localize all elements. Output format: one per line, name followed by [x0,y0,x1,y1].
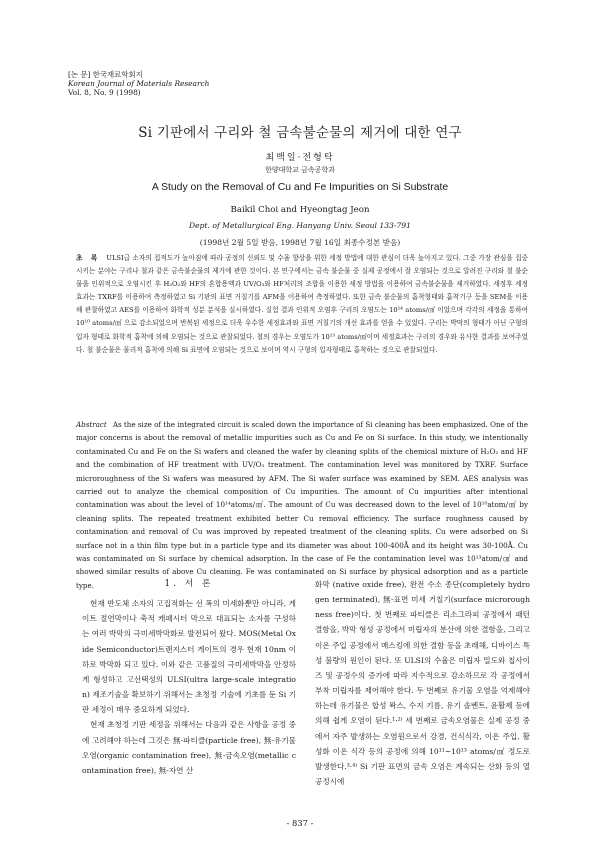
abstract-korean [76,252,528,357]
journal-name: Korean Journal of Materials Research [68,79,210,89]
abstract-english [76,418,528,592]
journal-header [68,70,209,98]
authors-korean: 최백일·전형탁 [265,153,335,163]
body-column-left [82,577,296,778]
abstract-korean-label: 초 록 [76,254,101,262]
journal-category: [논 문] 한국재료학회지 [68,70,143,79]
abstract-english-label: Abstract [76,420,107,429]
page-number: - 837 - [286,818,314,828]
journal-volume: Vol. 8, No. 9 (1998) [68,88,141,98]
authors-english: Baikil Choi and Hyeongtag Jeon [230,205,370,215]
title-korean: Si 기판에서 구리와 철 금속불순물의 제거에 대한 연구 [138,125,462,141]
abstract-english-text: As the size of the integrated circuit is scaled down the importance of Si cleaning has been emphasized. One of the major concerns is about the removal of metallic impurities such as Cu and Fe on Si surface. In this study, we intentionally contaminated Cu and Fe on the Si wafers and cleaned the wafer by cleaning splits of the chemical mixture of H₂O₂ and HF and the combination of HF treatment with UV/O₃ treatment. The contamination level was monitored by TXRF. Surface microroughness of the Si wafers was measured by AFM. The Si wafer surface was examined by SEM. AES analysis was carried out to analyze the chemical composition of Cu impurities. The amount of Cu impurities after intentional contamination was about the level of 10¹⁴atoms/㎠. The amount of Cu was decreased down to the level of 10¹⁰atom/㎠ by cleaning splits. The repeated treatment exhibited better Cu removal efficiency. The surface roughness caused by contamination and removal of Cu was improved by repeated treatment of the cleaning splits. Cu were adsorbed on Si surface not in a thin film type but in a particle type and its diameter was about 100-400Å and its height was 30-100Å. Cu was contaminated on Si surface by chemical adsorption. In the case of Fe the contamination level was 10¹³atom/㎠ and showed similar results of above Cu cleaning. Fe was contaminated on Si surface by physical adsorption and as a particle type. [76,420,528,590]
body-column-right [315,577,530,789]
paragraph: 현재 초청정 기판 세정을 위해서는 다음과 같은 사항을 공정 중에 고려해야 하는데 그것은 無-파티클(particle free), 無-유기물 오염(organic contamination free), 無-금속오염(metallic contamination free), 無-자연 산 [82,720,296,775]
title-english: A Study on the Removal of Cu and Fe Impurities on Si Substrate [151,182,449,193]
abstract-korean-text: ULSI급 소자의 집적도가 높아짐에 따라 공정의 신뢰도 및 수율 향상을 위한 세정 방법에 대한 관심이 더욱 높아지고 있다. 그중 가장 관심을 집중시키는 분야는 구리나 철과 같은 금속불순물의 제거에 관한 것이다. 본 연구에서는 금속 불순물 중 실제 공정에서 잘 오염되는 것으로 알려진 구리와 철 불순물을 인위적으로 오염시킨 후 H₂O₂와 HF의 혼합용액과 UV/O₃와 HF처리의 조합을 이용한 세정 방법을 이용하여 금속불순물을 제거하였다. 세정후 세정 효과는 TXRF를 이용하여 측정하였고 Si 기판의 표면 거칠기를 AFM을 이용하여 측정하였다. 또한 금속 불순물의 흡착형태와 흡착기구 등을 SEM을 이용해 관찰하였고 AES를 이용하여 화학적 성분 분석을 실시하였다. 실험 결과 인위적 오염후 구리의 오염도는 10¹⁴ atoms/㎠ 이었으며 각각의 세정을 통하여 10¹⁰ atoms/㎠ 으로 감소되었으며 반복된 세정으로 더욱 우수한 세정효과와 표면 거칠기의 개선 효과를 얻을 수 있었다. 구리는 박막의 형태가 아닌 구형의 입자 형태로 화학적 흡착에 의해 오염되는 것으로 관찰되었다. 철의 경우는 오염도가 10¹³ atoms/㎠이며 세정효과는 구리의 경우와 유사한 결과를 보여주었다. 철 불순물은 물리적 흡착에 의해 Si 표면에 오염되는 것으로 보이며 역시 구형의 입자형태로 흡착하는 것으로 관찰되었다. [76,254,528,354]
paragraph: 현재 반도체 소자의 고집적화는 선 폭의 미세화뿐만 아니라, 게이트 절연막이나 축적 캐패시터 막으로 대표되는 소자를 구성하는 여러 박막의 극미세박막화로 발전되어 왔다. MOS(Metal Oxide Semiconductor)트랜지스터 게이트의 경우 현재 10nm 이하로 박막화 되고 있다. 이와 같은 고품질의 극미세박막을 안정하게 형성하고 고선택성의 ULSI(ultra large-scale integration) 제조기술을 확보하기 위해서는 초청정 기술에 기초를 둔 Si 기판 세정이 매우 중요하게 되었다. [82,599,296,715]
received-dates: (1998년 2월 5일 받음, 1998년 7월 16일 최종수정본 받음) [199,238,401,247]
affiliation-korean: 한양대학교 금속공학과 [265,166,335,174]
paragraph: 화막 (native oxide free), 완전 수소 종단(completely hydrogen terminated), 無-표면 미세 거칠기(surface microroughness free)이다. 첫 번째로 파티클은 리소그라피 공정에서 패턴 결함을, 박막 형성 공정에서 미립자의 분산에 의한 결함을, 그리고 이온 주입 공정에서 매스킹에 의한 결함 등을 초래해, 디바이스 특성 불량의 원인이 된다. 또 ULSI의 수율은 미립자 밀도와 칩사이즈 및 공정수의 증가에 따라 지수적으로 감소하므로 각 공정에서 부착 미립자를 제어해야 한다. 두 번째로 유기물 오염을 억제해야 하는데 유기물은 합성 왁스, 수지 기름, 유기 솔벤트, 윤활제 등에 의해 쉽게 오염이 된다.¹·²⁾ 세 번째로 금속오염물은 실제 공정 중에서 자주 발생하는 오염원으로서 강경, 건식식각, 이온 주입, 활성화 이온 식각 등의 공정에 의해 10¹¹~10¹³ atoms/㎠ 정도로 발생한다.³·⁴⁾ Si 기판 표면의 금속 오염은 계속되는 산화 등의 열 공정시에 [315,580,530,787]
affiliation-english: Dept. of Metallurgical Eng. Hanyang Univ. Seoul 133-791 [189,221,411,230]
section-heading-introduction: 1. 서 론 [164,579,214,589]
